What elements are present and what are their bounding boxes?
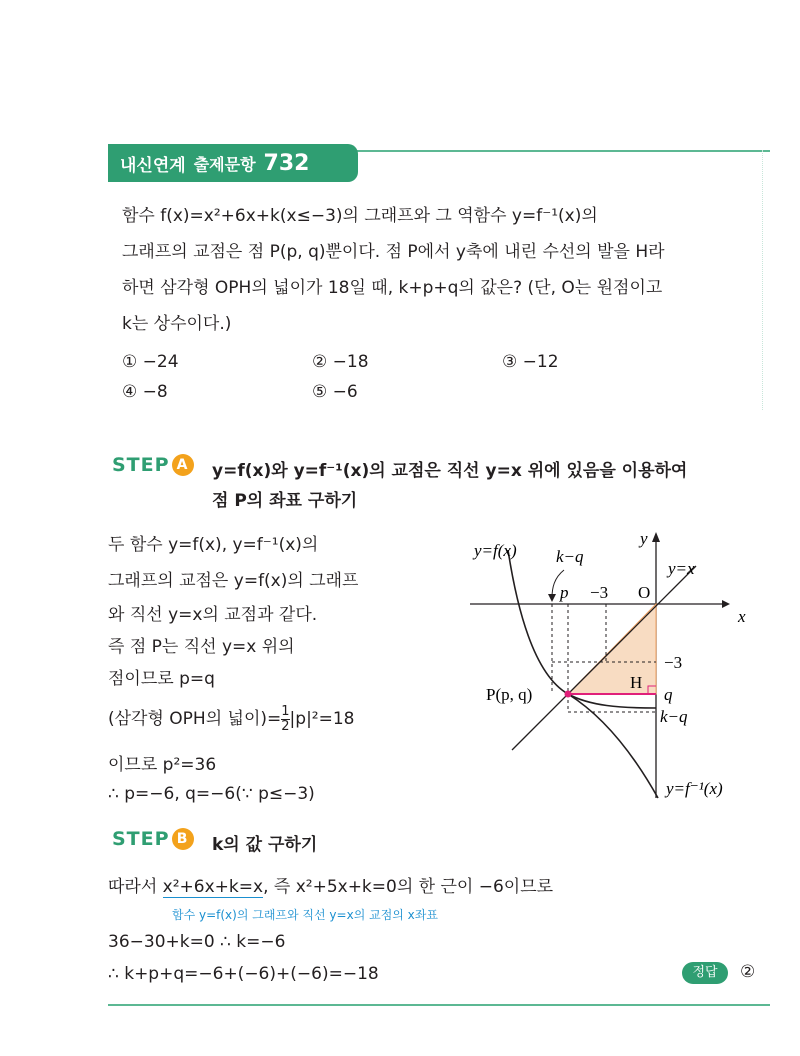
step-a-label [112, 454, 194, 476]
choice-4: ④ −8 [122, 382, 168, 402]
label-x-axis: x [738, 607, 746, 626]
fraction-numerator: 1 [281, 703, 290, 719]
fraction [281, 705, 289, 734]
step-a-title: y=f(x)와 y=f⁻¹(x)의 교점은 직선 y=x 위에 있음을 이용하여 [212, 461, 688, 481]
label-h: H [630, 673, 643, 692]
step-b-letter: B [172, 828, 194, 850]
area-prefix: (삼각형 OPH의 넓이)= [108, 709, 282, 729]
badge-category: 내신연계 [120, 155, 186, 176]
label-p: p [560, 583, 569, 602]
step-b-label [112, 828, 194, 850]
solution-line: 그래프의 교점은 y=f(x)의 그래프 [108, 571, 359, 591]
badge-kind: 출제문항 [193, 154, 256, 174]
solution-line: 점이므로 p=q [108, 669, 215, 689]
solution-line: ∴ p=−6, q=−6(∵ p≤−3) [108, 784, 315, 804]
fraction-denominator: 2 [281, 718, 290, 734]
solution-line: 36−30+k=0 ∴ k=−6 [108, 932, 286, 952]
area-suffix: |p|²=18 [289, 709, 355, 729]
final-result: ∴ k+p+q=−6+(−6)+(−6)=−18 [108, 964, 379, 984]
label-q: q [664, 685, 673, 704]
problem-line: 그래프의 교점은 점 P(p, q)뿐이다. 점 P에서 y축에 내린 수선의 발을 H라 [122, 242, 665, 262]
x-axis-arrow [722, 600, 730, 608]
solution-line: 이므로 p²=36 [108, 755, 217, 775]
label-y-axis: y [640, 529, 648, 548]
step-a-letter: A [172, 454, 194, 476]
point-p [565, 691, 572, 698]
choice-3: ③ −12 [502, 352, 559, 372]
y-axis-arrow [652, 532, 660, 542]
badge-number: 732 [263, 150, 310, 176]
step-b-word: STEP [112, 828, 170, 850]
label-f-inverse: y=f⁻¹(x) [666, 779, 723, 798]
label-origin: O [638, 583, 651, 602]
label-point-p: P(p, q) [486, 685, 533, 704]
choice-1: ① −24 [122, 352, 179, 372]
step-a-title-2: 점 P의 좌표 구하기 [212, 491, 358, 511]
step-a-word: STEP [112, 454, 170, 476]
answer-value: ② [740, 962, 756, 982]
label-y-eq-x: y=x [668, 559, 695, 578]
solution-line: 두 함수 y=f(x), y=f⁻¹(x)의 [108, 535, 319, 555]
label-minus3-x: −3 [590, 583, 609, 602]
area-equation [108, 704, 354, 734]
step-b-suffix: , 즉 x²+5x+k=0의 한 근이 −6이므로 [263, 877, 554, 897]
curve-f-inverse [568, 694, 658, 798]
answer-badge: 정답 [682, 962, 728, 984]
problem-line: 함수 f(x)=x²+6x+k(x≤−3)의 그래프와 그 역함수 y=f⁻¹(x)의 [122, 206, 598, 226]
problem-text [122, 198, 762, 342]
margin-decoration [762, 150, 771, 410]
problem-line: 하면 삼각형 OPH의 넓이가 18일 때, k+p+q의 값은? (단, O는 원점이고 [122, 278, 663, 298]
label-k-minus-q-top: k−q [556, 547, 584, 566]
step-b-equation [108, 872, 553, 897]
step-b-title: k의 값 구하기 [212, 835, 318, 855]
function-graph [460, 518, 770, 808]
section-badge [108, 144, 358, 182]
annotation-note: 함수 y=f(x)의 그래프와 직선 y=x의 교점의 x좌표 [172, 908, 438, 922]
problem-line: k는 상수이다.) [122, 314, 232, 334]
solution-line: 와 직선 y=x의 교점과 같다. [108, 605, 318, 625]
footer-rule [108, 1004, 770, 1006]
label-arrowhead [548, 594, 556, 602]
label-fx: y=f(x) [474, 541, 517, 560]
label-minus3-y: −3 [664, 653, 683, 672]
step-b-prefix: 따라서 [108, 877, 163, 897]
label-k-minus-q-right: k−q [660, 707, 688, 726]
choice-5: ⑤ −6 [312, 382, 358, 402]
solution-line: 즉 점 P는 직선 y=x 위의 [108, 637, 295, 657]
step-b-underlined: x²+6x+k=x [162, 877, 264, 897]
choice-2: ② −18 [312, 352, 369, 372]
